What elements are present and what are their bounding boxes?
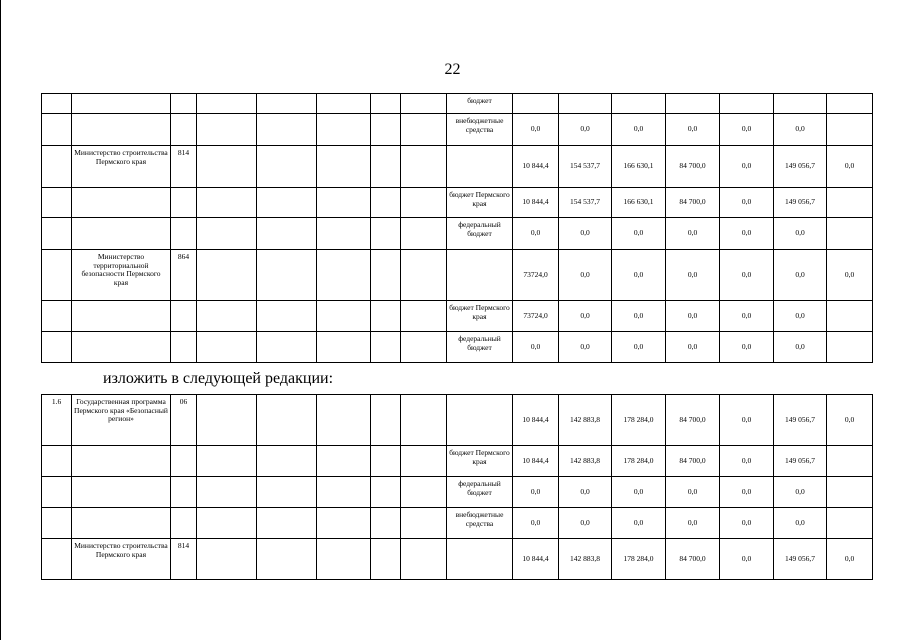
- executor-name-cell: [72, 446, 171, 477]
- blank-cell: [257, 94, 317, 114]
- page-number: 22: [444, 61, 461, 78]
- value-cell: 149 056,7: [774, 146, 827, 188]
- value-cell: 142 883,8: [559, 446, 612, 477]
- blank-cell: [401, 477, 447, 508]
- executor-name-cell: Министерство строительства Пермского края: [72, 146, 171, 188]
- value-cell: [827, 114, 873, 146]
- value-cell: [827, 477, 873, 508]
- value-cell: 154 537,7: [559, 188, 612, 218]
- table-row: [42, 94, 873, 114]
- value-cell: 0,0: [513, 508, 559, 539]
- row-number-cell: [42, 446, 72, 477]
- blank-cell: [371, 250, 401, 301]
- blank-cell: [317, 218, 371, 250]
- value-cell: 0,0: [827, 250, 873, 301]
- blank-cell: [317, 539, 371, 580]
- blank-cell: [401, 94, 447, 114]
- value-cell: 84 700,0: [666, 188, 720, 218]
- funding-source-cell: бюджет Пермского края: [447, 446, 513, 477]
- row-number-cell: [42, 94, 72, 114]
- blank-cell: [371, 114, 401, 146]
- value-cell: 73724,0: [513, 301, 559, 332]
- value-cell: 0,0: [612, 250, 666, 301]
- blank-cell: [401, 446, 447, 477]
- value-cell: [827, 188, 873, 218]
- executor-name-cell: [72, 188, 171, 218]
- value-cell: [666, 94, 720, 114]
- blank-cell: [401, 301, 447, 332]
- blank-cell: [257, 477, 317, 508]
- table-row: [42, 114, 873, 146]
- funding-source-cell: внебюджетные средства: [447, 114, 513, 146]
- code-cell: [171, 508, 197, 539]
- blank-cell: [257, 188, 317, 218]
- blank-cell: [401, 188, 447, 218]
- blank-cell: [197, 250, 257, 301]
- blank-cell: [197, 218, 257, 250]
- value-cell: 73724,0: [513, 250, 559, 301]
- value-cell: 0,0: [612, 332, 666, 363]
- value-cell: 0,0: [774, 301, 827, 332]
- blank-cell: [257, 446, 317, 477]
- code-cell: 814: [171, 539, 197, 580]
- value-cell: 178 284,0: [612, 539, 666, 580]
- value-cell: [612, 94, 666, 114]
- funding-source-cell: федеральный бюджет: [447, 218, 513, 250]
- code-cell: [171, 188, 197, 218]
- blank-cell: [257, 250, 317, 301]
- blank-cell: [197, 446, 257, 477]
- funding-source-cell: бюджет Пермского края: [447, 301, 513, 332]
- code-cell: 814: [171, 146, 197, 188]
- blank-cell: [401, 146, 447, 188]
- value-cell: 0,0: [774, 250, 827, 301]
- blank-cell: [317, 508, 371, 539]
- blank-cell: [401, 395, 447, 446]
- blank-cell: [197, 188, 257, 218]
- value-cell: 149 056,7: [774, 446, 827, 477]
- table-row: [42, 446, 873, 477]
- blank-cell: [371, 188, 401, 218]
- value-cell: 0,0: [559, 477, 612, 508]
- value-cell: 0,0: [666, 332, 720, 363]
- value-cell: 166 630,1: [612, 146, 666, 188]
- blank-cell: [401, 250, 447, 301]
- value-cell: 149 056,7: [774, 539, 827, 580]
- code-cell: 864: [171, 250, 197, 301]
- row-number-cell: [42, 114, 72, 146]
- value-cell: 142 883,8: [559, 539, 612, 580]
- value-cell: 10 844,4: [513, 539, 559, 580]
- executor-name-cell: [72, 477, 171, 508]
- blank-cell: [317, 188, 371, 218]
- executor-name-cell: Государственная программа Пермского края «Безопасный регион»: [72, 395, 171, 446]
- value-cell: [827, 332, 873, 363]
- value-cell: 0,0: [559, 301, 612, 332]
- blank-cell: [257, 508, 317, 539]
- value-cell: 0,0: [612, 477, 666, 508]
- value-cell: 84 700,0: [666, 539, 720, 580]
- funding-source-cell: [447, 395, 513, 446]
- value-cell: 10 844,4: [513, 446, 559, 477]
- row-number-cell: [42, 477, 72, 508]
- executor-name-cell: [72, 508, 171, 539]
- funding-source-cell: [447, 146, 513, 188]
- blank-cell: [371, 332, 401, 363]
- value-cell: [827, 94, 873, 114]
- funding-source-cell: федеральный бюджет: [447, 477, 513, 508]
- blank-cell: [197, 114, 257, 146]
- value-cell: 10 844,4: [513, 395, 559, 446]
- table-row: [42, 188, 873, 218]
- value-cell: 0,0: [720, 508, 774, 539]
- blank-cell: [371, 301, 401, 332]
- value-cell: 10 844,4: [513, 188, 559, 218]
- blank-cell: [257, 301, 317, 332]
- blank-cell: [371, 395, 401, 446]
- value-cell: 0,0: [612, 114, 666, 146]
- value-cell: 0,0: [720, 301, 774, 332]
- blank-cell: [371, 477, 401, 508]
- code-cell: [171, 477, 197, 508]
- value-cell: 0,0: [774, 332, 827, 363]
- blank-cell: [371, 539, 401, 580]
- row-number-cell: [42, 250, 72, 301]
- value-cell: 0,0: [827, 539, 873, 580]
- value-cell: 0,0: [774, 114, 827, 146]
- table-row: [42, 477, 873, 508]
- blank-cell: [317, 94, 371, 114]
- blank-cell: [371, 146, 401, 188]
- code-cell: 06: [171, 395, 197, 446]
- value-cell: 0,0: [720, 446, 774, 477]
- value-cell: [774, 94, 827, 114]
- row-number-cell: [42, 188, 72, 218]
- blank-cell: [317, 446, 371, 477]
- blank-cell: [257, 539, 317, 580]
- value-cell: 0,0: [559, 218, 612, 250]
- blank-cell: [197, 94, 257, 114]
- blank-cell: [371, 508, 401, 539]
- value-cell: 0,0: [774, 508, 827, 539]
- blank-cell: [401, 332, 447, 363]
- value-cell: 149 056,7: [774, 395, 827, 446]
- table-row: [42, 301, 873, 332]
- table-row: [42, 395, 873, 446]
- table-row: [42, 146, 873, 188]
- value-cell: [513, 94, 559, 114]
- value-cell: 0,0: [513, 332, 559, 363]
- blank-cell: [317, 395, 371, 446]
- transition-phrase: изложить в следующей редакции:: [103, 370, 334, 387]
- value-cell: 0,0: [720, 477, 774, 508]
- table-row: [42, 250, 873, 301]
- blank-cell: [257, 332, 317, 363]
- code-cell: [171, 446, 197, 477]
- value-cell: 166 630,1: [612, 188, 666, 218]
- value-cell: 0,0: [612, 508, 666, 539]
- executor-name-cell: [72, 332, 171, 363]
- blank-cell: [197, 508, 257, 539]
- value-cell: 84 700,0: [666, 395, 720, 446]
- funding-source-cell: бюджет: [447, 94, 513, 114]
- value-cell: 154 537,7: [559, 146, 612, 188]
- funding-source-cell: [447, 250, 513, 301]
- blank-cell: [197, 539, 257, 580]
- blank-cell: [257, 114, 317, 146]
- value-cell: 0,0: [666, 250, 720, 301]
- table-row: [42, 539, 873, 580]
- value-cell: 0,0: [513, 218, 559, 250]
- blank-cell: [317, 301, 371, 332]
- value-cell: 0,0: [720, 332, 774, 363]
- value-cell: 149 056,7: [774, 188, 827, 218]
- value-cell: 0,0: [666, 218, 720, 250]
- funding-source-cell: [447, 539, 513, 580]
- code-cell: [171, 218, 197, 250]
- value-cell: 0,0: [827, 146, 873, 188]
- blank-cell: [317, 477, 371, 508]
- funding-source-cell: бюджет Пермского края: [447, 188, 513, 218]
- row-number-cell: [42, 218, 72, 250]
- value-cell: 0,0: [513, 114, 559, 146]
- row-number-cell: [42, 539, 72, 580]
- value-cell: [827, 508, 873, 539]
- blank-cell: [257, 146, 317, 188]
- blank-cell: [401, 114, 447, 146]
- value-cell: [559, 94, 612, 114]
- value-cell: 0,0: [720, 250, 774, 301]
- funding-source-cell: федеральный бюджет: [447, 332, 513, 363]
- value-cell: 10 844,4: [513, 146, 559, 188]
- value-cell: 0,0: [666, 114, 720, 146]
- value-cell: 84 700,0: [666, 446, 720, 477]
- row-number-cell: [42, 146, 72, 188]
- value-cell: 0,0: [513, 477, 559, 508]
- code-cell: [171, 94, 197, 114]
- value-cell: 0,0: [720, 395, 774, 446]
- table-row: [42, 508, 873, 539]
- value-cell: 0,0: [559, 114, 612, 146]
- value-cell: 0,0: [720, 146, 774, 188]
- executor-name-cell: [72, 301, 171, 332]
- blank-cell: [317, 250, 371, 301]
- value-cell: [827, 218, 873, 250]
- blank-cell: [197, 332, 257, 363]
- value-cell: 0,0: [559, 250, 612, 301]
- executor-name-cell: [72, 94, 171, 114]
- blank-cell: [197, 395, 257, 446]
- blank-cell: [317, 114, 371, 146]
- value-cell: 0,0: [612, 301, 666, 332]
- row-number-cell: 1.6: [42, 395, 72, 446]
- value-cell: 0,0: [559, 508, 612, 539]
- blank-cell: [317, 332, 371, 363]
- table-row: [42, 218, 873, 250]
- value-cell: 0,0: [559, 332, 612, 363]
- blank-cell: [197, 146, 257, 188]
- code-cell: [171, 301, 197, 332]
- value-cell: [827, 446, 873, 477]
- value-cell: 178 284,0: [612, 446, 666, 477]
- value-cell: 0,0: [612, 218, 666, 250]
- code-cell: [171, 114, 197, 146]
- value-cell: 0,0: [666, 301, 720, 332]
- value-cell: 0,0: [774, 477, 827, 508]
- blank-cell: [197, 301, 257, 332]
- blank-cell: [371, 94, 401, 114]
- value-cell: 142 883,8: [559, 395, 612, 446]
- row-number-cell: [42, 332, 72, 363]
- value-cell: 84 700,0: [666, 146, 720, 188]
- value-cell: 0,0: [720, 539, 774, 580]
- code-cell: [171, 332, 197, 363]
- table-row: [42, 332, 873, 363]
- blank-cell: [257, 395, 317, 446]
- value-cell: 0,0: [720, 188, 774, 218]
- blank-cell: [401, 539, 447, 580]
- executor-name-cell: Министерство территориальной безопасности Пермского края: [72, 250, 171, 301]
- row-number-cell: [42, 508, 72, 539]
- value-cell: [827, 301, 873, 332]
- blank-cell: [401, 218, 447, 250]
- blank-cell: [257, 218, 317, 250]
- scan-edge: [0, 0, 1, 640]
- executor-name-cell: Министерство строительства Пермского края: [72, 539, 171, 580]
- blank-cell: [371, 446, 401, 477]
- blank-cell: [317, 146, 371, 188]
- executor-name-cell: [72, 218, 171, 250]
- value-cell: [720, 94, 774, 114]
- value-cell: 0,0: [774, 218, 827, 250]
- budget-table-original: [41, 93, 873, 363]
- budget-table-revised: [41, 394, 873, 580]
- executor-name-cell: [72, 114, 171, 146]
- value-cell: 0,0: [827, 395, 873, 446]
- row-number-cell: [42, 301, 72, 332]
- value-cell: 178 284,0: [612, 395, 666, 446]
- value-cell: 0,0: [720, 114, 774, 146]
- value-cell: 0,0: [720, 218, 774, 250]
- blank-cell: [197, 477, 257, 508]
- blank-cell: [401, 508, 447, 539]
- funding-source-cell: внебюджетные средства: [447, 508, 513, 539]
- blank-cell: [371, 218, 401, 250]
- value-cell: 0,0: [666, 508, 720, 539]
- value-cell: 0,0: [666, 477, 720, 508]
